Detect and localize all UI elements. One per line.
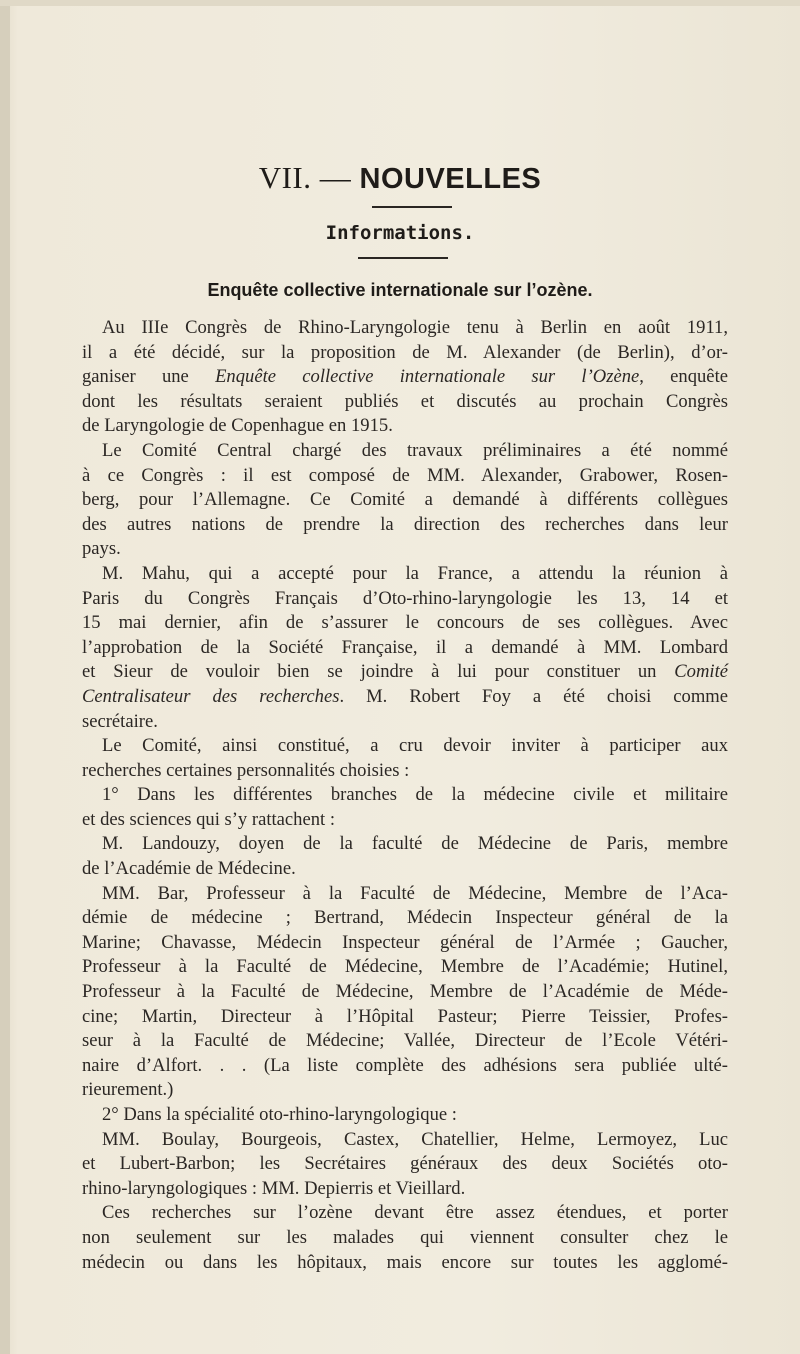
text-line: non seulement sur les malades qui viennent consulter chez le xyxy=(82,1226,728,1248)
text-line: MM. Bar, Professeur à la Faculté de Médecine, Membre de l’Aca- xyxy=(102,882,728,904)
text-line: Le Comité Central chargé des travaux préliminaires a été nommé xyxy=(102,439,728,461)
text-line: de Laryngologie de Copenhague en 1915. xyxy=(82,415,393,437)
subheading-divider xyxy=(358,257,448,259)
text-line: Professeur à la Faculté de Médecine, Membre de l’Académie de Méde- xyxy=(82,981,728,1003)
text-line xyxy=(82,660,728,685)
text-line: MM. Boulay, Bourgeois, Castex, Chatellier, Helme, Lermoyez, Luc xyxy=(102,1128,728,1150)
text-line: 1° Dans les différentes branches de la médecine civile et militaire xyxy=(102,784,728,806)
text-line: recherches certaines personnalités choisies : xyxy=(82,759,410,781)
italic-segment: Centralisateur des recherches xyxy=(82,685,340,707)
text-segment: . M. Robert Foy a été choisi comme xyxy=(339,685,728,707)
text-segment: ganiser une xyxy=(82,366,216,388)
section-title: NOUVELLES xyxy=(359,163,542,195)
text-line xyxy=(82,365,728,390)
text-line: et Lubert-Barbon; les Secrétaires généraux des deux Sociétés oto- xyxy=(82,1153,728,1175)
text-line: M. Mahu, qui a accepté pour la France, a attendu la réunion à xyxy=(102,562,728,584)
italic-segment: Comité xyxy=(674,661,728,683)
text-line: Professeur à la Faculté de Médecine, Membre de l’Académie; Hutinel, xyxy=(82,956,728,978)
text-line: secrétaire. xyxy=(82,710,158,732)
text-line: rhino-laryngologiques : MM. Depierris et Vieillard. xyxy=(82,1177,466,1199)
text-line: seur à la Faculté de Médecine; Vallée, Directeur de l’Ecole Vétéri- xyxy=(82,1030,728,1052)
text-line: de l’Académie de Médecine. xyxy=(82,858,296,880)
text-line: Au IIIe Congrès de Rhino-Laryngologie tenu à Berlin en août 1911, xyxy=(102,317,728,338)
text-line: l’approbation de la Société Française, il a demandé à MM. Lombard xyxy=(82,636,728,658)
text-segment: et Sieur de vouloir bien se joindre à lui pour constituer un xyxy=(82,661,675,683)
text-line: berg, pour l’Allemagne. Ce Comité a demandé à différents collègues xyxy=(82,489,728,511)
text-line: des autres nations de prendre la direction des recherches dans leur xyxy=(82,513,728,535)
text-line: médecin ou dans les hôpitaux, mais encore sur toutes les agglomé- xyxy=(82,1251,728,1273)
section-number: VII. — xyxy=(258,160,352,195)
text-line: rieurement.) xyxy=(82,1079,174,1101)
text-line: M. Landouzy, doyen de la faculté de Médecine de Paris, membre xyxy=(102,833,728,855)
text-segment: , enquête xyxy=(639,366,728,388)
article-title: Enquête collective internationale sur l’ozène. xyxy=(207,280,593,300)
text-line: naire d’Alfort. . . (La liste complète des adhésions sera publiée ulté- xyxy=(82,1054,728,1076)
section-heading xyxy=(0,160,800,196)
subheading: Informations. xyxy=(325,222,475,244)
heading-divider xyxy=(372,206,452,208)
text-line: pays. xyxy=(82,538,121,560)
text-line: et des sciences qui s’y rattachent : xyxy=(82,808,335,830)
text-line: Marine; Chavasse, Médecin Inspecteur général de l’Armée ; Gaucher, xyxy=(82,931,728,953)
italic-segment: Enquête collective internationale sur l’Ozène xyxy=(215,366,640,388)
page-top-edge xyxy=(0,0,800,6)
text-line: Ces recherches sur l’ozène devant être assez étendues, et porter xyxy=(102,1202,728,1224)
text-line: il a été décidé, sur la proposition de M. Alexander (de Berlin), d’or- xyxy=(82,341,728,363)
text-line: à ce Congrès : il est composé de MM. Alexander, Grabower, Rosen- xyxy=(82,464,728,486)
text-line: 2° Dans la spécialité oto-rhino-laryngologique : xyxy=(102,1104,457,1125)
text-line: dont les résultats seraient publiés et discutés au prochain Congrès xyxy=(82,390,728,412)
text-line: démie de médecine ; Bertrand, Médecin Inspecteur général de la xyxy=(82,907,728,929)
text-line: Paris du Congrès Français d’Oto-rhino-laryngologie les 13, 14 et xyxy=(82,587,728,609)
page-left-edge xyxy=(0,0,10,1354)
text-line: cine; Martin, Directeur à l’Hôpital Pasteur; Pierre Teissier, Profes- xyxy=(82,1005,728,1027)
text-line: Le Comité, ainsi constitué, a cru devoir inviter à participer aux xyxy=(102,735,728,757)
text-line xyxy=(82,685,728,710)
article-body xyxy=(82,316,728,1275)
text-line: 15 mai dernier, afin de s’assurer le concours de ses collègues. Avec xyxy=(82,612,728,634)
